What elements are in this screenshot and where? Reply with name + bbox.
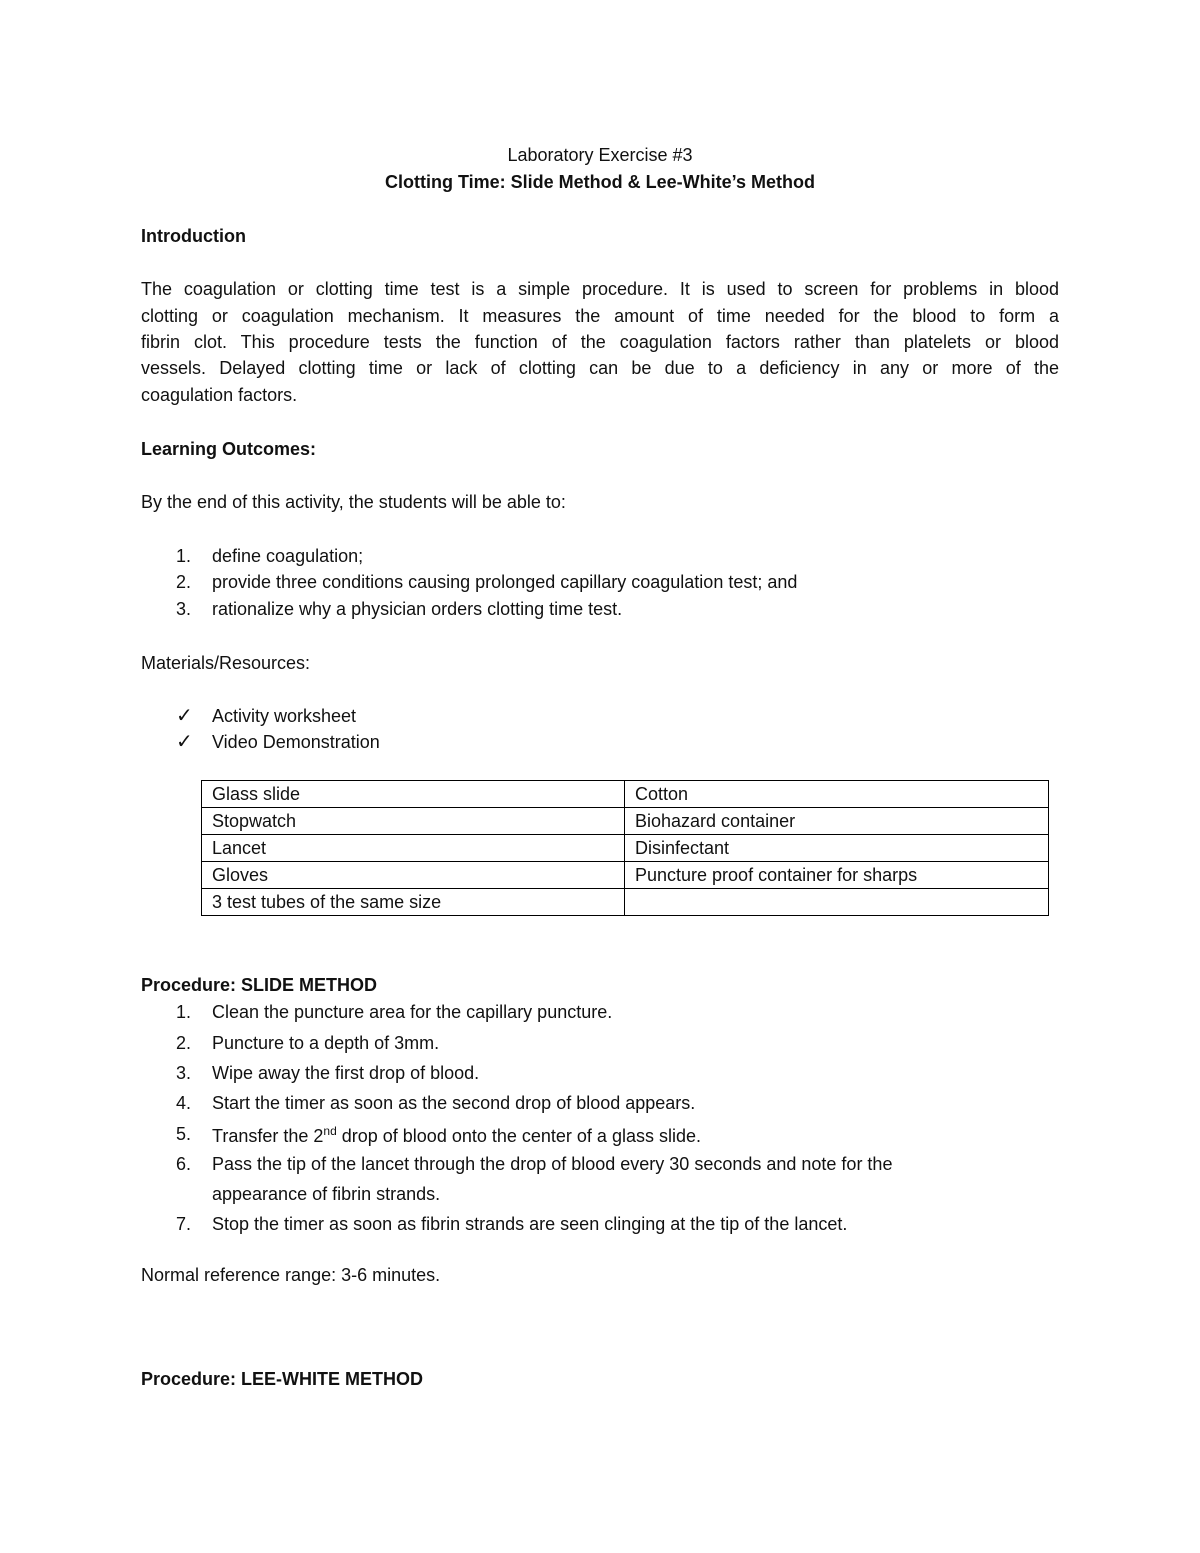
- lee-white-heading: Procedure: LEE-WHITE METHOD: [141, 1369, 424, 1389]
- step-number: 1.: [176, 1002, 192, 1022]
- step-number: 4.: [176, 1093, 192, 1113]
- material-check-item: Activity worksheet: [212, 706, 357, 726]
- step-text: Transfer the 2: [212, 1126, 324, 1146]
- step-number: 5.: [176, 1124, 192, 1144]
- table-row: [202, 835, 1049, 862]
- table-cell: Glass slide: [202, 781, 625, 808]
- table-cell: Puncture proof container for sharps: [625, 862, 1049, 889]
- outcome-number: 2.: [176, 572, 192, 592]
- step-item: Puncture to a depth of 3mm.: [212, 1033, 440, 1053]
- step-item: Clean the puncture area for the capillary puncture.: [212, 1002, 613, 1022]
- table-row: [202, 862, 1049, 889]
- reference-range: Normal reference range: 3-6 minutes.: [141, 1265, 441, 1285]
- table-cell: Gloves: [202, 862, 625, 889]
- table-row: [202, 889, 1049, 916]
- step-number: 7.: [176, 1214, 192, 1234]
- step-item: Pass the tip of the lancet through the drop of blood every 30 seconds and note for the: [212, 1154, 893, 1174]
- table-cell: [625, 889, 1049, 916]
- step-number: 3.: [176, 1063, 192, 1083]
- step-number: 2.: [176, 1033, 192, 1053]
- introduction-heading: Introduction: [141, 226, 246, 246]
- materials-table: [201, 780, 1049, 916]
- material-check-item: Video Demonstration: [212, 732, 380, 752]
- outcome-item: provide three conditions causing prolonged capillary coagulation test; and: [212, 572, 798, 592]
- exercise-label: Laboratory Exercise #3: [507, 145, 693, 165]
- slide-method-heading: Procedure: SLIDE METHOD: [141, 975, 378, 995]
- step-item: Wipe away the first drop of blood.: [212, 1063, 480, 1083]
- intro-line: coagulation factors.: [141, 385, 298, 405]
- table-cell: 3 test tubes of the same size: [202, 889, 625, 916]
- learning-outcomes-lead: By the end of this activity, the students will be able to:: [141, 492, 566, 512]
- table-cell: Cotton: [625, 781, 1049, 808]
- step-item: Start the timer as soon as the second drop of blood appears.: [212, 1093, 696, 1113]
- intro-line: clotting or coagulation mechanism. It measures the amount of time needed for the blood to form a: [141, 306, 1059, 326]
- table-cell: Stopwatch: [202, 808, 625, 835]
- intro-line: fibrin clot. This procedure tests the function of the coagulation factors rather than platelets or blood: [141, 332, 1059, 352]
- step-item: [212, 1124, 701, 1147]
- table-row: [202, 781, 1049, 808]
- step-item-continued: appearance of fibrin strands.: [212, 1184, 441, 1204]
- table-row: [202, 808, 1049, 835]
- table-cell: Lancet: [202, 835, 625, 862]
- ordinal-suffix: nd: [323, 1124, 337, 1138]
- step-item: Stop the timer as soon as fibrin strands are seen clinging at the tip of the lancet.: [212, 1214, 848, 1234]
- intro-line: vessels. Delayed clotting time or lack of clotting can be due to a deficiency in any or more of the: [141, 358, 1059, 378]
- outcome-item: define coagulation;: [212, 546, 364, 566]
- outcome-item: rationalize why a physician orders clotting time test.: [212, 599, 623, 619]
- step-number: 6.: [176, 1154, 192, 1174]
- materials-heading: Materials/Resources:: [141, 653, 311, 673]
- table-cell: Biohazard container: [625, 808, 1049, 835]
- checkmark-icon: ✓: [176, 731, 193, 753]
- intro-line: The coagulation or clotting time test is a simple procedure. It is used to screen for problems in blood: [141, 279, 1059, 299]
- outcome-number: 3.: [176, 599, 192, 619]
- table-cell: Disinfectant: [625, 835, 1049, 862]
- learning-outcomes-heading: Learning Outcomes:: [141, 439, 317, 459]
- step-text: drop of blood onto the center of a glass slide.: [336, 1126, 701, 1146]
- checkmark-icon: ✓: [176, 705, 193, 727]
- page-title: Clotting Time: Slide Method & Lee-White’s Method: [385, 172, 815, 192]
- outcome-number: 1.: [176, 546, 192, 566]
